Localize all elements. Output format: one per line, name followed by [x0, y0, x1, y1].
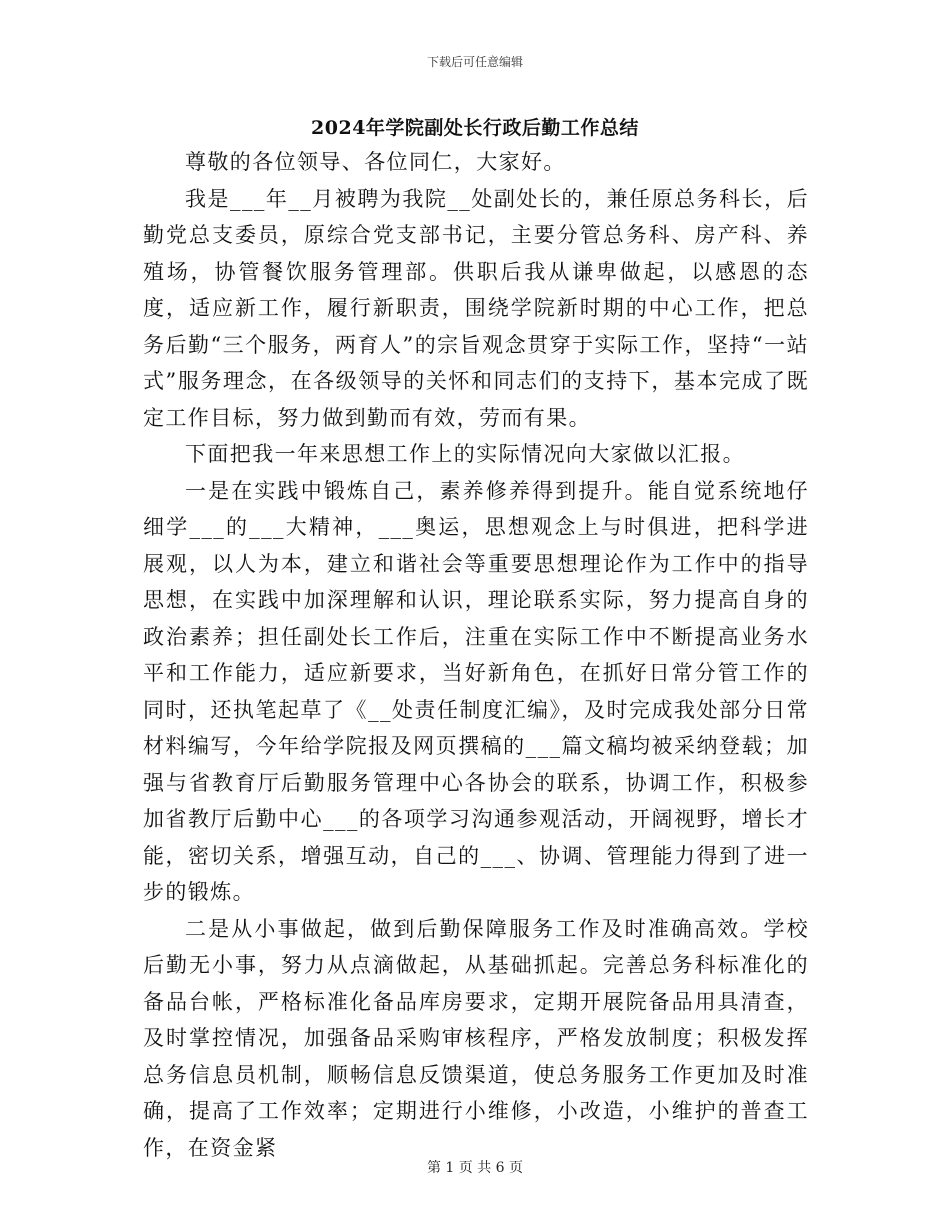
- document-title: 2024年学院副处长行政后勤工作总结: [311, 117, 639, 139]
- paragraph-report-intro: 下面把我一年来思想工作上的实际情况向大家做以汇报。: [185, 442, 745, 466]
- paragraph-greeting: 尊敬的各位领导、各位同仁，大家好。: [185, 150, 566, 174]
- paragraph-point-two: 二是从小事做起，做到后勤保障服务工作及时准确高效。学校后勤无小事，努力从点滴做起，从基础抓起。完善总务科标准化的备品台帐，严格标准化备品库房要求，定期开展院备品用具清查，及时掌控情况，加强备品采购审核程序，严格发放制度；积极发挥总务信息员机制，顺畅信息反馈渠道，使总务服务工作更加及时准确，提高了工作效率；定期进行小维修，小改造，小维护的普查工作，在资金紧: [143, 916, 809, 1160]
- header-note: 下载后可任意编辑: [426, 55, 523, 69]
- paragraph-point-one: 一是在实践中锻炼自己，素养修养得到提升。能自觉系统地仔细学___的___大精神，___奥运，思想观念上与时俱进，把科学进展观，以人为本，建立和谐社会等重要思想理论作为工作中的指导思想，在实践中加深理解和认识，理论联系实际，努力提高自身的政治素养；担任副处长工作后，注重在实际工作中不断提高业务水平和工作能力，适应新要求，当好新角色，在抓好日常分管工作的同时，还执笔起草了《__处责任制度汇编》，及时完成我处部分日常材料编写，今年给学院报及网页撰稿的___篇文稿均被采纳登载；加强与省教育厅后勤服务管理中心各协会的联系，协调工作，积极参加省教厅后勤中心___的各项学习沟通参观活动，开阔视野，增长才能，密切关系，增强互动，自己的___、协调、管理能力得到了进一步的锻炼。: [143, 478, 809, 904]
- paragraph-introduction: 我是___年__月被聘为我院__处副处长的，兼任原总务科长，后勤党总支委员，原综合党支部书记，主要分管总务科、房产科、养殖场，协管餐饮服务管理部。供职后我从谦卑做起，以感恩的态度，适应新工作，履行新职责，围绕学院新时期的中心工作，把总务后勤“三个服务，两育人”的宗旨观念贯穿于实际工作，坚持“一站式”服务理念，在各级领导的关怀和同志们的支持下，基本完成了既定工作目标，努力做到勤而有效，劳而有果。: [143, 186, 809, 430]
- document-body: [143, 144, 809, 1166]
- page-indicator: 第 1 页 共 6 页: [426, 1160, 524, 1176]
